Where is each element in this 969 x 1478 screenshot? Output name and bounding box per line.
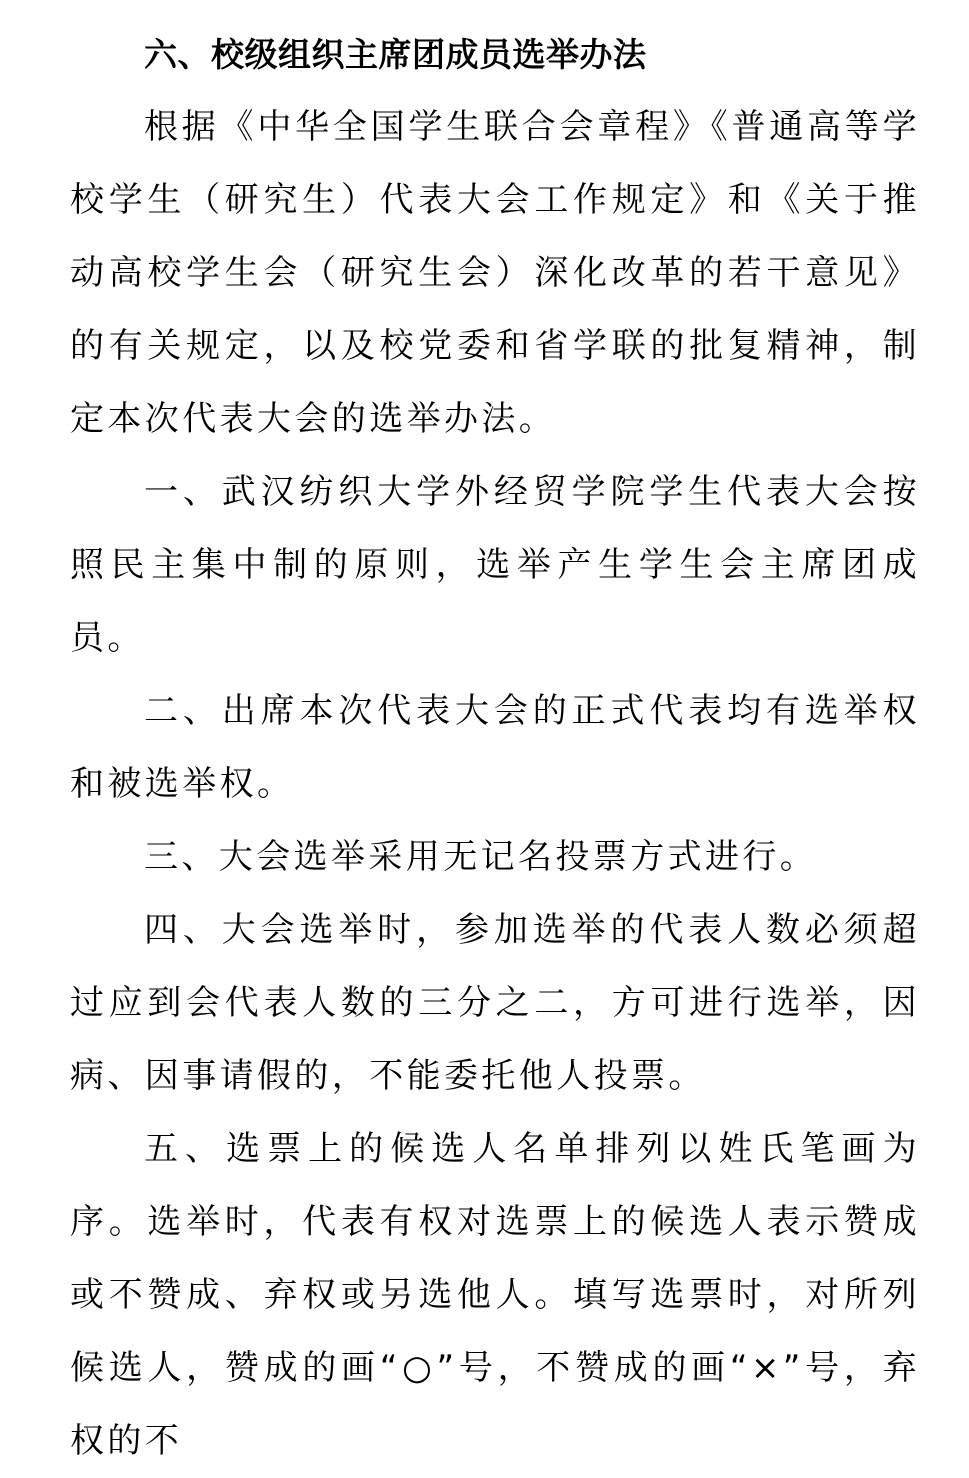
rule-1-paragraph: 一、武汉纺织大学外经贸学院学生代表大会按照民主集中制的原则，选举产生学生会主席团成员。 (70, 472, 920, 658)
document-page (70, 18, 920, 1478)
rule-5-paragraph: 五、选票上的候选人名单排列以姓氏笔画为序。选举时，代表有权对选票上的候选人表示赞成或不赞成、弃权或另选他人。填写选票时，对所列候选人，赞成的画“○”号，不赞成的画“×”号，弃权的不 (70, 1129, 920, 1461)
intro-paragraph: 根据《中华全国学生联合会章程》《普通高等学校学生（研究生）代表大会工作规定》和《关于推动高校学生会（研究生会）深化改革的若干意见》的有关规定，以及校党委和省学联的批复精神，制定本次代表大会的选举办法。 (70, 107, 920, 439)
rule-4-paragraph: 四、大会选举时，参加选举的代表人数必须超过应到会代表人数的三分之二，方可进行选举，因病、因事请假的，不能委托他人投票。 (70, 910, 920, 1096)
rule-2-paragraph: 二、出席本次代表大会的正式代表均有选举权和被选举权。 (70, 691, 920, 804)
rule-3-paragraph: 三、大会选举采用无记名投票方式进行。 (144, 837, 818, 877)
section-heading: 六、校级组织主席团成员选举办法 (144, 35, 647, 74)
